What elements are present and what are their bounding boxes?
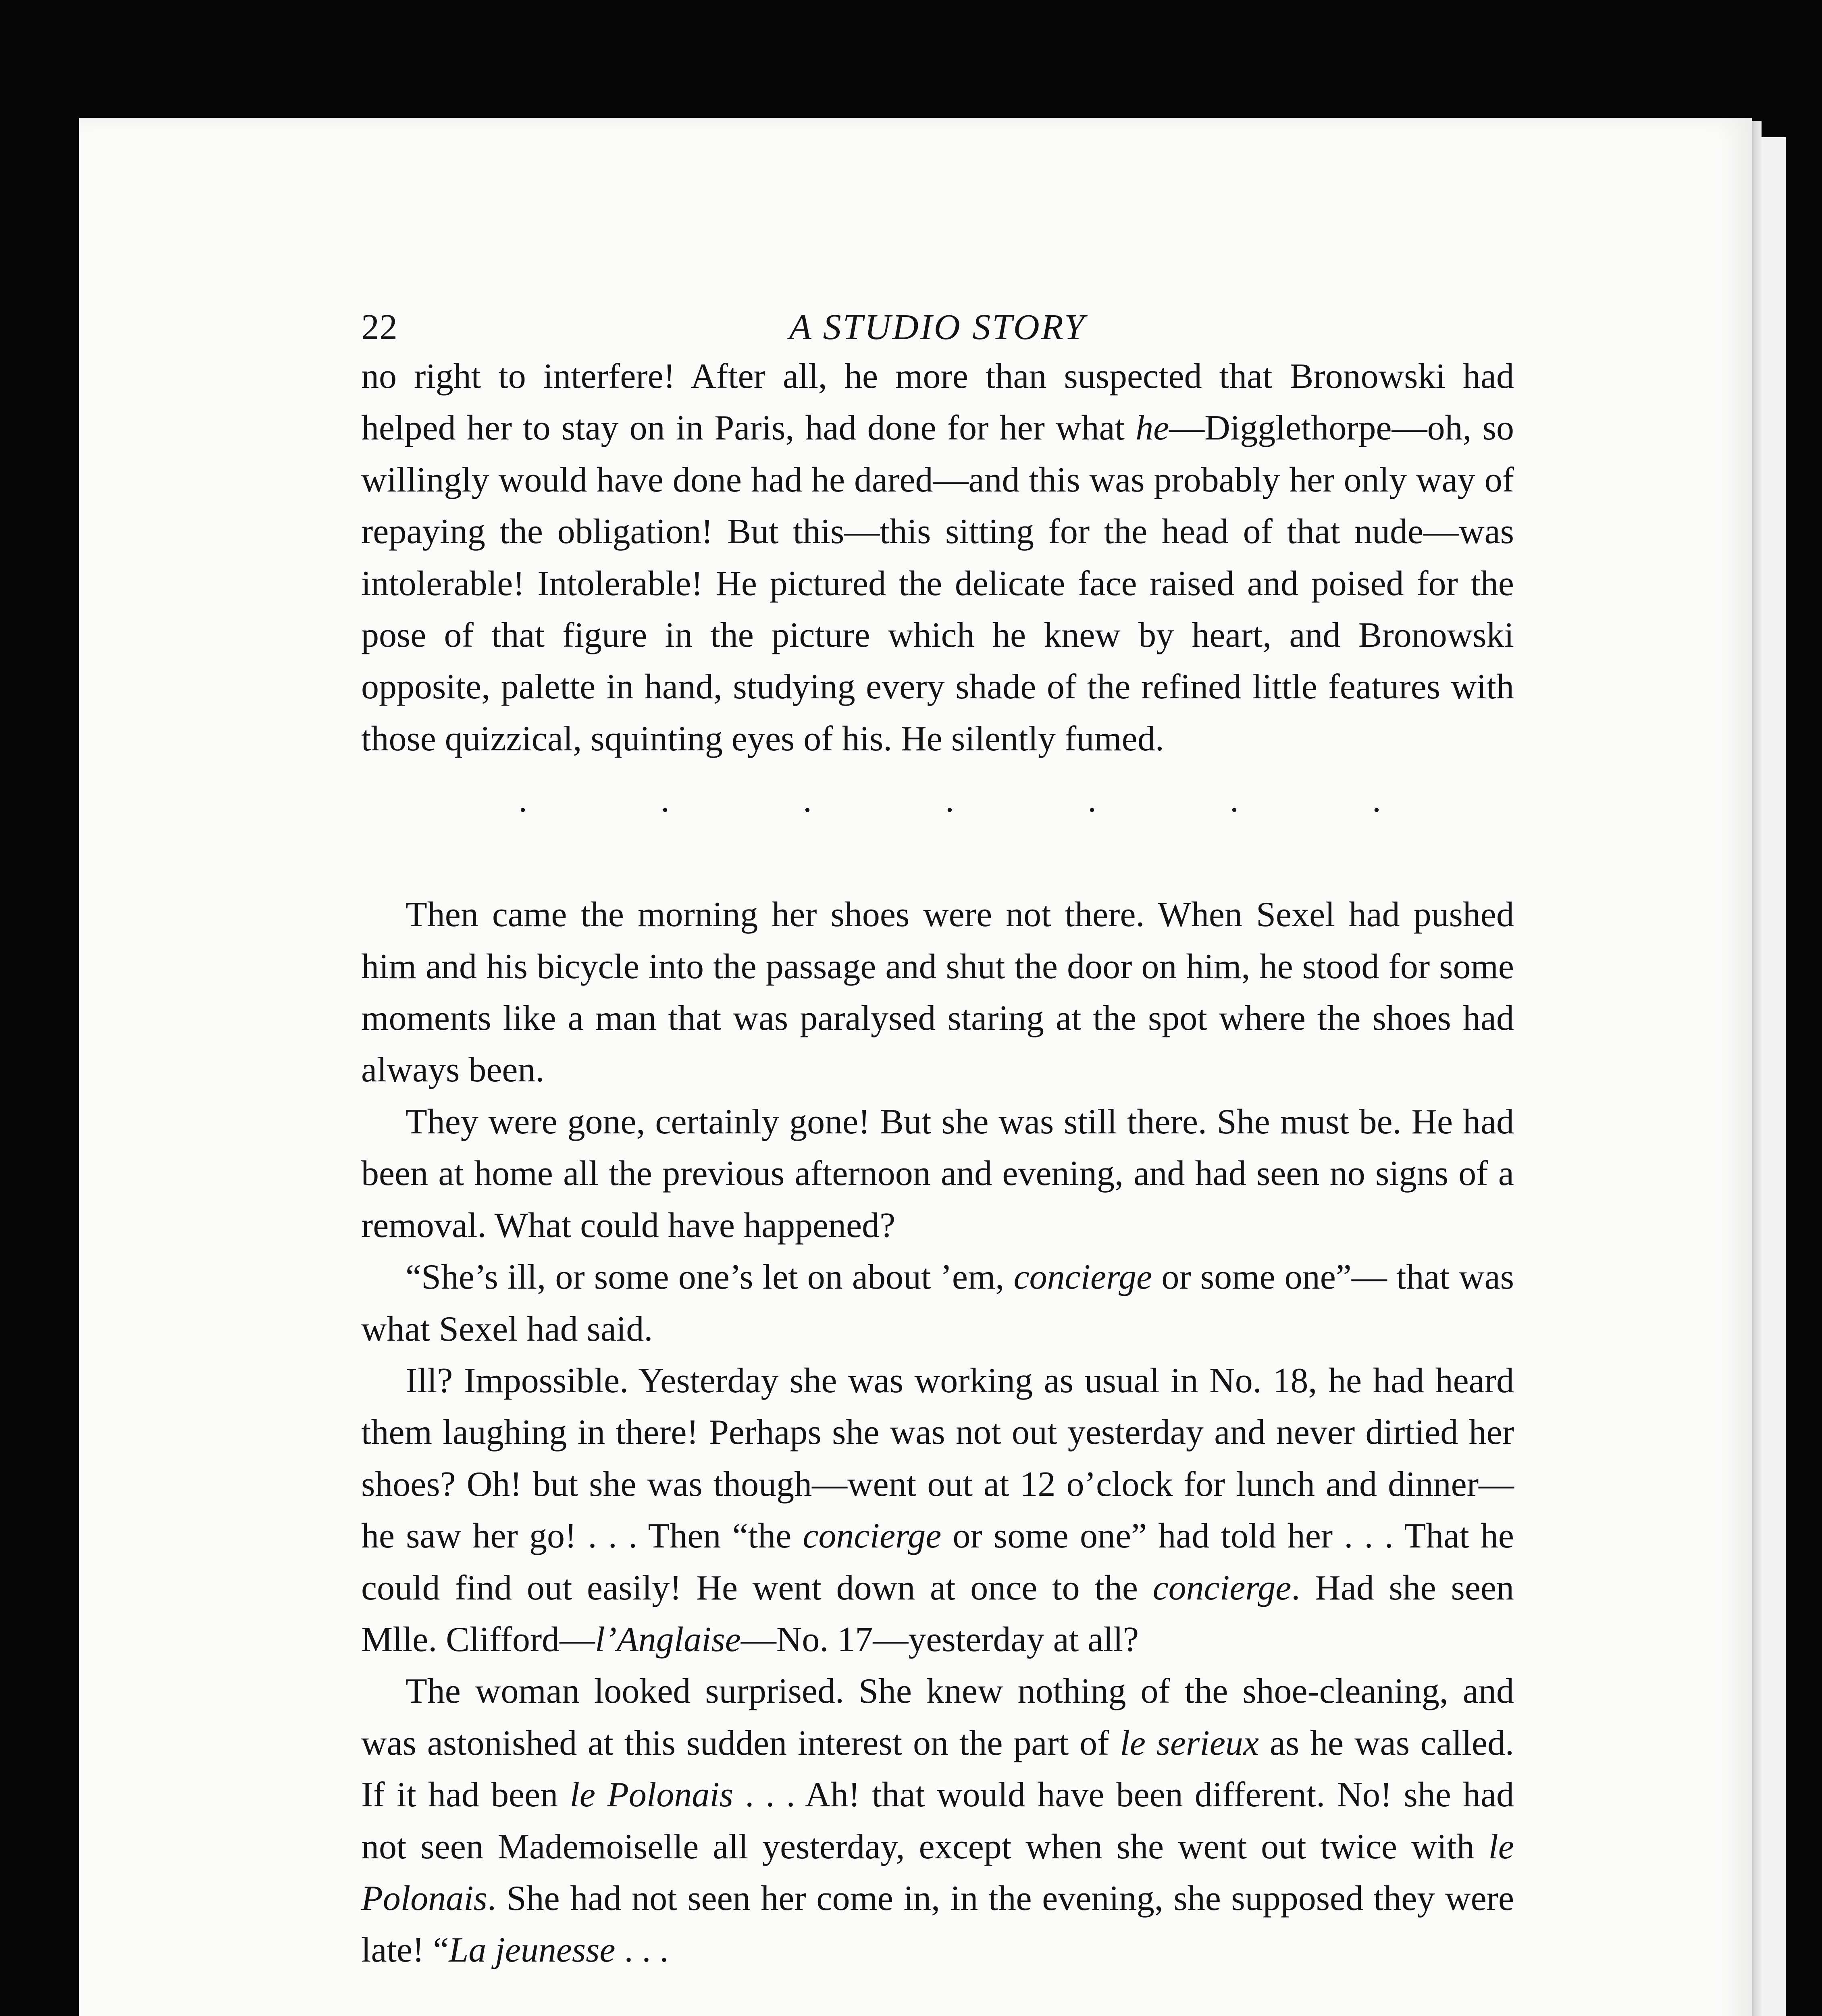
paragraph [361,1252,1514,1355]
italic-text: La jeunesse [449,1931,616,1970]
paragraph [361,1096,1514,1252]
body-text [361,351,1514,1976]
page-edge [1762,137,1786,2016]
text-run: Ill? Impossible. Yesterday she was working as usual in No. 18, he had heard them laughing in there! Perhaps she was not out yesterday and never dirtied her shoes? Oh! but she was though—went out at 12 o’clock for lunch and dinner—he saw her go! . . . Then “the [361,1361,1514,1556]
text-run: Then came the morning her shoes were not there. When Sexel had pushed him and his bicycle into the passage and shut the door on him, he stood for some moments like a man that was paralysed staring at the spot where the shoes had always been. [361,895,1514,1090]
paragraph [361,1666,1514,1976]
text-run: —Digglethorpe—oh, so willingly would have done had he dared—and this was probably her only way of repaying the obligation! But this—this sitting for the head of that nude—was intolerable! Intolerable! He pictured the delicate face raised and poised for the pose of that figure in the picture which he knew by heart, and Bronowski opposite, palette in hand, studying every shade of the refined little features with those quizzical, squinting eyes of his. He silently fumed. [361,408,1514,758]
text-run: . Had she seen Mlle. Clifford— [361,1568,1514,1659]
text-run: or some one”— that was what Sexel had said. [361,1258,1514,1349]
text-run: They were gone, certainly gone! But she was still there. She must be. He had been at home all the previous afternoon and evening, and had seen no signs of a removal. What could have happened? [361,1102,1514,1245]
page-header [361,306,1514,351]
text-run: . . . [615,1931,669,1970]
section-break [361,765,1514,889]
text-run: as he was called. If it had been [361,1723,1514,1815]
text-run: no right to interfere! After all, he more than suspected that Bronowski had helped her to stay on in Paris, had done for her what [361,357,1514,448]
text-run: “She’s ill, or some one’s let on about ’em, [406,1258,1014,1297]
running-title: A STUDIO STORY [789,307,1086,347]
text-run: —No. 17—yesterday at all? [740,1620,1139,1659]
separator-dot: . [661,781,670,820]
separator-dot: . [1372,781,1381,820]
italic-text: concierge [1013,1258,1152,1297]
italic-text: le serieux [1120,1723,1259,1763]
page-content [361,306,1514,1976]
paragraph [361,889,1514,1096]
italic-text: concierge [803,1516,942,1556]
italic-text: l’Anglaise [595,1620,741,1659]
italic-text: he [1136,408,1169,448]
paragraph [361,1355,1514,1666]
text-run: . . . Ah! that would have been different. No! she had not seen Mademoiselle all yesterday, except when she went out twice with [361,1775,1514,1866]
italic-text: le Polonais [570,1775,734,1815]
text-run: or some one” had told her . . . That he could find out easily! He went down at once to the [361,1516,1514,1608]
page-number: 22 [361,307,397,347]
separator-dot: . [1230,781,1239,820]
separator-dot: . [1088,781,1096,820]
italic-text: le Polonais [361,1827,1514,1918]
paragraph [361,351,1514,765]
italic-text: concierge [1152,1568,1292,1608]
separator-dot: . [518,781,527,820]
text-run: The woman looked surprised. She knew nothing of the shoe-cleaning, and was astonished at this sudden interest on the part of [361,1672,1514,1763]
text-run: . She had not seen her come in, in the evening, she supposed they were late! “ [361,1879,1514,1970]
separator-dot: . [803,781,812,820]
separator-dot: . [945,781,954,820]
